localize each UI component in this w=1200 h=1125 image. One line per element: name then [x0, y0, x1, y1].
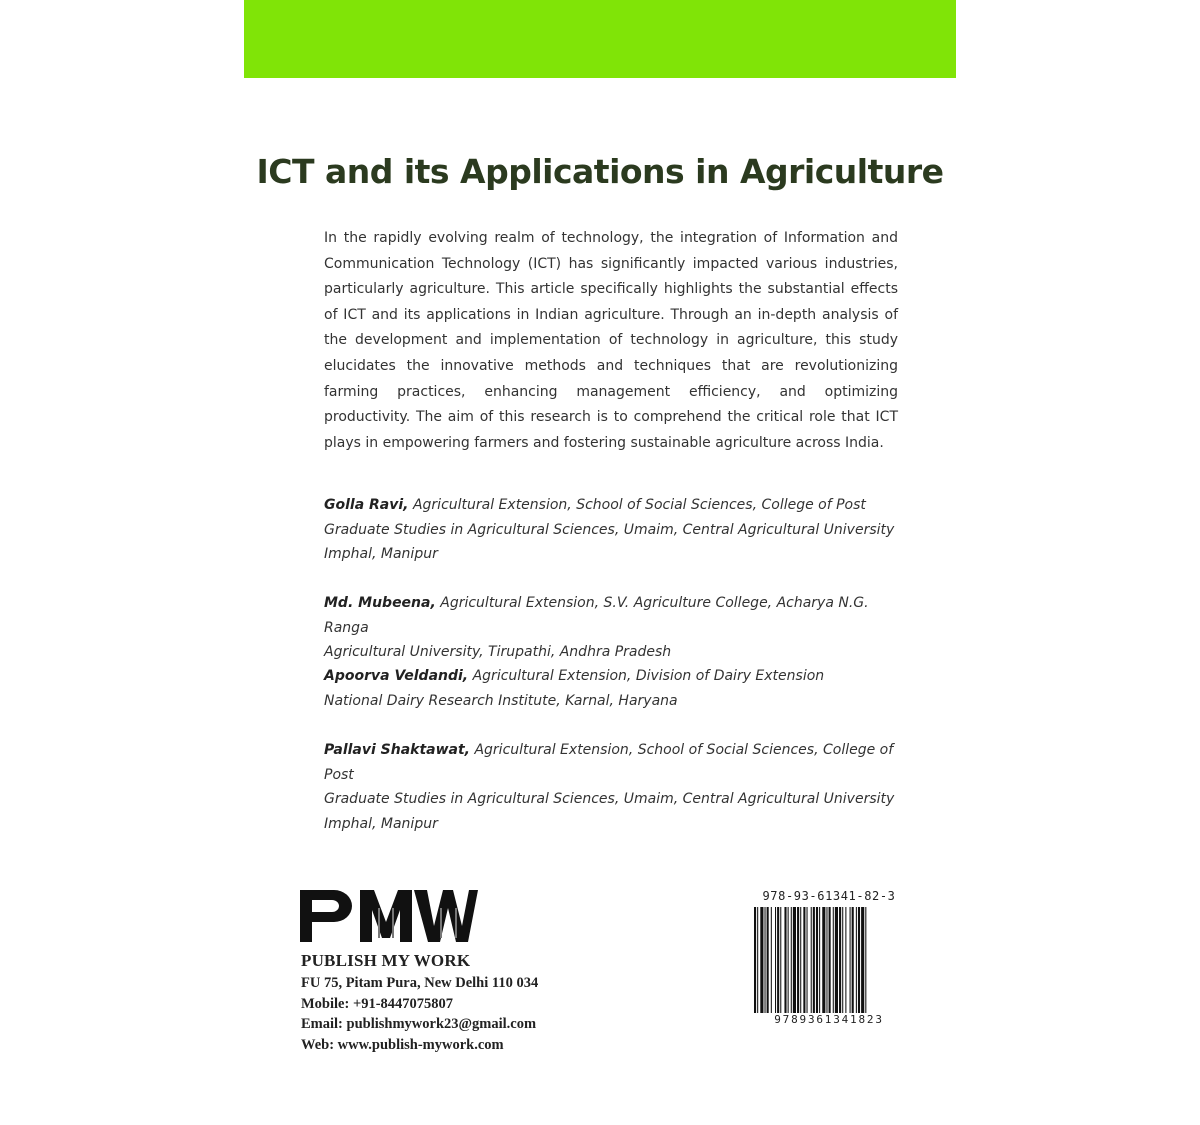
author-entry	[324, 493, 914, 567]
author-affiliation: Agricultural Extension, School of Social Sciences, College of Post	[412, 497, 866, 513]
author-name: Golla Ravi,	[324, 497, 409, 513]
isbn-number: 978-93-61341-82-3	[762, 889, 896, 903]
top-color-band	[244, 0, 956, 78]
publisher-name: PUBLISH MY WORK	[301, 951, 471, 970]
author-affiliation: Graduate Studies in Agricultural Sciences, Umaim, Central Agricultural University	[324, 521, 895, 538]
barcode-image	[754, 907, 904, 1019]
author-name: Pallavi Shaktawat,	[324, 742, 470, 758]
book-title: ICT and its Applications in Agriculture	[256, 152, 944, 191]
author-affiliation: Graduate Studies in Agricultural Sciences, Umaim, Central Agricultural University	[324, 791, 895, 808]
publisher-logo	[300, 888, 478, 944]
publisher-info	[301, 949, 621, 1056]
author-affiliation: National Dairy Research Institute, Karnal, Haryana	[324, 692, 678, 709]
publisher-mobile: Mobile: +91-8447075807	[301, 995, 454, 1012]
author-affiliation: Agricultural University, Tirupathi, Andhra Pradesh	[324, 644, 672, 661]
author-affiliation: Imphal, Manipur	[324, 815, 438, 832]
isbn-barcode-block	[748, 889, 910, 1031]
author-affiliation: Imphal, Manipur	[324, 546, 438, 563]
author-entry	[324, 591, 914, 665]
book-abstract: In the rapidly evolving realm of technology, the integration of Information and Communication Technology (ICT) has significantly impacted various industries, particularly agriculture. This article specifically highlights the substantial effects of ICT and its applications in Indian agriculture. Through an in-depth analysis of the development and implementation of technology in agriculture, this study elucidates the innovative methods and techniques that are revolutionizing farming practices, enhancing management efficiency, and optimizing productivity. The aim of this research is to comprehend the critical role that ICT plays in empowering farmers and fostering sustainable agriculture across India.	[324, 230, 898, 451]
author-affiliation: Agricultural Extension, S.V. Agriculture College, Acharya N.G. Ranga	[324, 595, 869, 636]
author-name: Md. Mubeena,	[324, 595, 436, 611]
author-affiliation: Agricultural Extension, Division of Dairy Extension	[472, 668, 825, 684]
publisher-web: Web: www.publish-mywork.com	[301, 1037, 504, 1054]
author-name: Apoorva Veldandi,	[324, 668, 469, 684]
book-back-cover	[244, 0, 956, 1125]
publisher-address: FU 75, Pitam Pura, New Delhi 110 034	[301, 975, 539, 991]
author-entry	[324, 738, 914, 836]
barcode-digits: 9789361341823	[748, 1013, 910, 1026]
author-affiliation: Agricultural Extension, School of Social Sciences, College of Post	[324, 742, 894, 783]
publisher-email: Email: publishmywork23@gmail.com	[301, 1016, 537, 1033]
author-entry	[324, 664, 914, 713]
